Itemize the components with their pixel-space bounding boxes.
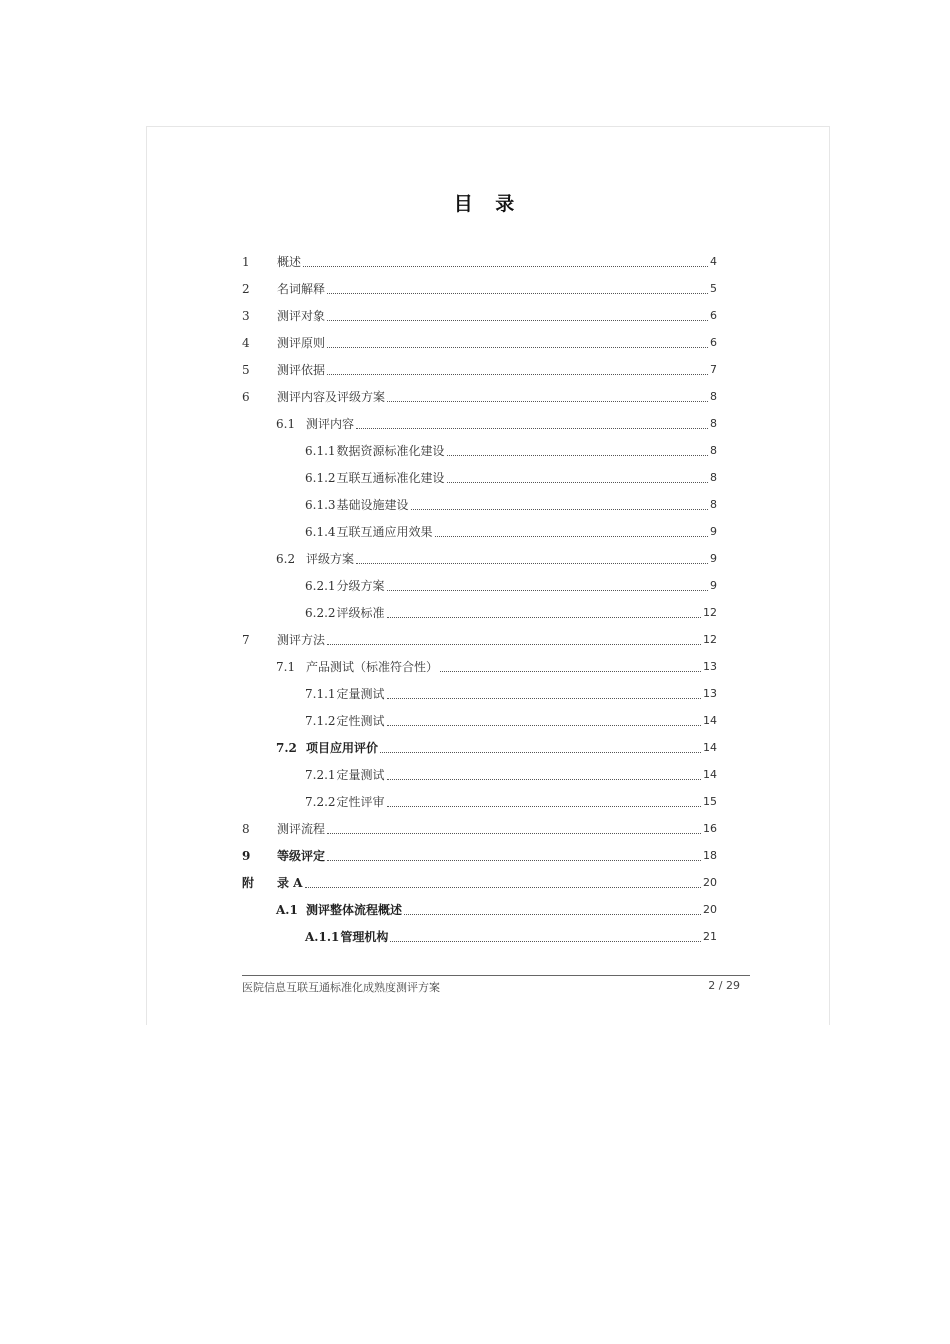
toc-entry-title: 定性测试 <box>336 713 385 728</box>
toc-entry-title: 测评内容 <box>306 416 355 431</box>
toc-entry-page: 7 <box>710 362 717 376</box>
toc-entry-title: 测评整体流程概述 <box>306 902 403 917</box>
toc-entry-number: A.1 <box>276 902 298 917</box>
toc-entry-number: 7.2.2 <box>305 794 336 809</box>
toc-entry-page: 6 <box>710 335 717 349</box>
toc-entry-title: 管理机构 <box>340 929 389 944</box>
toc-entry[interactable] <box>242 734 717 761</box>
toc-dot-leader <box>305 886 702 888</box>
toc-entry-number: 1 <box>242 254 250 269</box>
toc-entry-title: 录 A <box>277 875 303 890</box>
toc-dot-leader <box>327 346 708 348</box>
toc-entry-title: 产品测试（标准符合性） <box>306 659 439 674</box>
toc-entry-title: 概述 <box>277 254 302 269</box>
toc-entry[interactable] <box>242 707 717 734</box>
toc-entry[interactable] <box>242 680 717 707</box>
toc-entry[interactable] <box>242 383 717 410</box>
toc-entry-number: 6.2.2 <box>305 605 336 620</box>
toc-entry-page: 20 <box>703 875 717 889</box>
toc-entry-number: 4 <box>242 335 250 350</box>
toc-entry-number: 6.1 <box>276 416 296 431</box>
toc-entry[interactable] <box>242 275 717 302</box>
toc-entry-number: 6 <box>242 389 250 404</box>
toc-entry[interactable] <box>242 545 717 572</box>
toc-dot-leader <box>435 535 708 537</box>
toc-entry-number: 6.2 <box>276 551 296 566</box>
toc-entry-title: 项目应用评价 <box>306 740 379 755</box>
toc-entry[interactable] <box>242 518 717 545</box>
toc-entry-title: 定性评审 <box>336 794 385 809</box>
toc-entry-page: 8 <box>710 389 717 403</box>
toc-entry[interactable] <box>242 923 717 950</box>
toc-entry-page: 9 <box>710 551 717 565</box>
toc-entry[interactable] <box>242 869 717 896</box>
toc-dot-leader <box>387 616 701 618</box>
toc-dot-leader <box>387 589 708 591</box>
toc-entry-number: 7.1.2 <box>305 713 336 728</box>
toc-entry-page: 8 <box>710 470 717 484</box>
toc-dot-leader <box>327 859 701 861</box>
toc-entry-page: 4 <box>710 254 717 268</box>
toc-entry-page: 21 <box>703 929 717 943</box>
toc-dot-leader <box>387 778 701 780</box>
toc-dot-leader <box>404 913 701 915</box>
toc-entry[interactable] <box>242 788 717 815</box>
toc-entry-page: 14 <box>703 740 717 754</box>
toc-entry[interactable] <box>242 626 717 653</box>
toc-entry-number: 6.1.4 <box>305 524 336 539</box>
toc-entry[interactable] <box>242 356 717 383</box>
toc-dot-leader <box>390 940 701 942</box>
toc-entry-title: 基础设施建设 <box>336 497 409 512</box>
toc-entry-title: 互联互通标准化建设 <box>336 470 445 485</box>
toc-dot-leader <box>440 670 701 672</box>
toc-entry[interactable] <box>242 410 717 437</box>
toc-entry-page: 20 <box>703 902 717 916</box>
toc-entry[interactable] <box>242 302 717 329</box>
toc-entry-page: 14 <box>703 767 717 781</box>
toc-entry-title: 等级评定 <box>277 848 326 863</box>
toc-entry-number: 6.1.1 <box>305 443 336 458</box>
toc-entry-title: 评级标准 <box>336 605 385 620</box>
toc-entry-number: 7.1.1 <box>305 686 336 701</box>
toc-entry[interactable] <box>242 842 717 869</box>
toc-entry-title: 名词解释 <box>277 281 326 296</box>
toc-entry[interactable] <box>242 653 717 680</box>
toc-entry-title: 测评对象 <box>277 308 326 323</box>
toc-entry-page: 13 <box>703 686 717 700</box>
toc-entry-page: 16 <box>703 821 717 835</box>
footer-document-name: 医院信息互联互通标准化成熟度测评方案 <box>242 981 440 994</box>
toc-entry-title: 测评原则 <box>277 335 326 350</box>
toc-entry-page: 15 <box>703 794 717 808</box>
document-page <box>146 126 830 1025</box>
toc-entry[interactable] <box>242 437 717 464</box>
footer-page-number: 2 / 29 <box>708 979 740 992</box>
toc-entry-number: 8 <box>242 821 250 836</box>
toc-entry-page: 9 <box>710 524 717 538</box>
toc-entry-number: A.1.1 <box>305 929 340 944</box>
toc-entry[interactable] <box>242 815 717 842</box>
toc-dot-leader <box>387 805 701 807</box>
toc-entry-number: 附 <box>242 875 255 890</box>
toc-dot-leader <box>380 751 701 753</box>
toc-entry-number: 2 <box>242 281 250 296</box>
toc-entry-number: 9 <box>242 848 251 863</box>
toc-entry-page: 9 <box>710 578 717 592</box>
toc-entry-title: 定量测试 <box>336 686 385 701</box>
toc-dot-leader <box>303 265 708 267</box>
toc-dot-leader <box>327 319 708 321</box>
toc-entry[interactable] <box>242 599 717 626</box>
toc-entry-page: 14 <box>703 713 717 727</box>
toc-dot-leader <box>356 562 708 564</box>
toc-entry-number: 7.2.1 <box>305 767 336 782</box>
toc-entry[interactable] <box>242 329 717 356</box>
toc-entry-title: 互联互通应用效果 <box>336 524 433 539</box>
toc-entry-title: 评级方案 <box>306 551 355 566</box>
toc-entry-page: 6 <box>710 308 717 322</box>
toc-entry-page: 5 <box>710 281 717 295</box>
toc-entry-number: 7.1 <box>276 659 296 674</box>
toc-entry-number: 6.2.1 <box>305 578 336 593</box>
toc-entry[interactable] <box>242 464 717 491</box>
toc-entry-title: 分级方案 <box>336 578 385 593</box>
toc-dot-leader <box>411 508 708 510</box>
toc-entry[interactable] <box>242 896 717 923</box>
toc-dot-leader <box>447 454 708 456</box>
toc-dot-leader <box>327 373 708 375</box>
toc-dot-leader <box>447 481 708 483</box>
toc-list <box>242 248 717 950</box>
toc-dot-leader <box>327 643 701 645</box>
toc-dot-leader <box>387 724 701 726</box>
toc-entry-page: 8 <box>710 443 717 457</box>
toc-entry-number: 7 <box>242 632 250 647</box>
toc-entry-title: 测评流程 <box>277 821 326 836</box>
toc-entry-number: 6.1.3 <box>305 497 336 512</box>
footer-divider <box>242 975 750 976</box>
toc-entry-page: 8 <box>710 497 717 511</box>
toc-dot-leader <box>356 427 708 429</box>
toc-entry-title: 测评内容及评级方案 <box>277 389 386 404</box>
toc-dot-leader <box>327 292 708 294</box>
toc-entry[interactable] <box>242 761 717 788</box>
toc-entry[interactable] <box>242 491 717 518</box>
toc-entry[interactable] <box>242 248 717 275</box>
toc-entry[interactable] <box>242 572 717 599</box>
toc-entry-number: 7.2 <box>276 740 297 755</box>
toc-entry-title: 测评方法 <box>277 632 326 647</box>
toc-title: 目 录 <box>453 193 523 215</box>
toc-entry-title: 数据资源标准化建设 <box>336 443 445 458</box>
toc-entry-number: 5 <box>242 362 250 377</box>
toc-entry-page: 8 <box>710 416 717 430</box>
toc-entry-page: 18 <box>703 848 717 862</box>
toc-entry-number: 6.1.2 <box>305 470 336 485</box>
toc-entry-number: 3 <box>242 308 250 323</box>
toc-entry-title: 测评依据 <box>277 362 326 377</box>
toc-entry-page: 12 <box>703 605 717 619</box>
toc-entry-page: 13 <box>703 659 717 673</box>
toc-dot-leader <box>387 697 701 699</box>
toc-entry-page: 12 <box>703 632 717 646</box>
toc-entry-title: 定量测试 <box>336 767 385 782</box>
toc-dot-leader <box>387 400 708 402</box>
toc-dot-leader <box>327 832 701 834</box>
